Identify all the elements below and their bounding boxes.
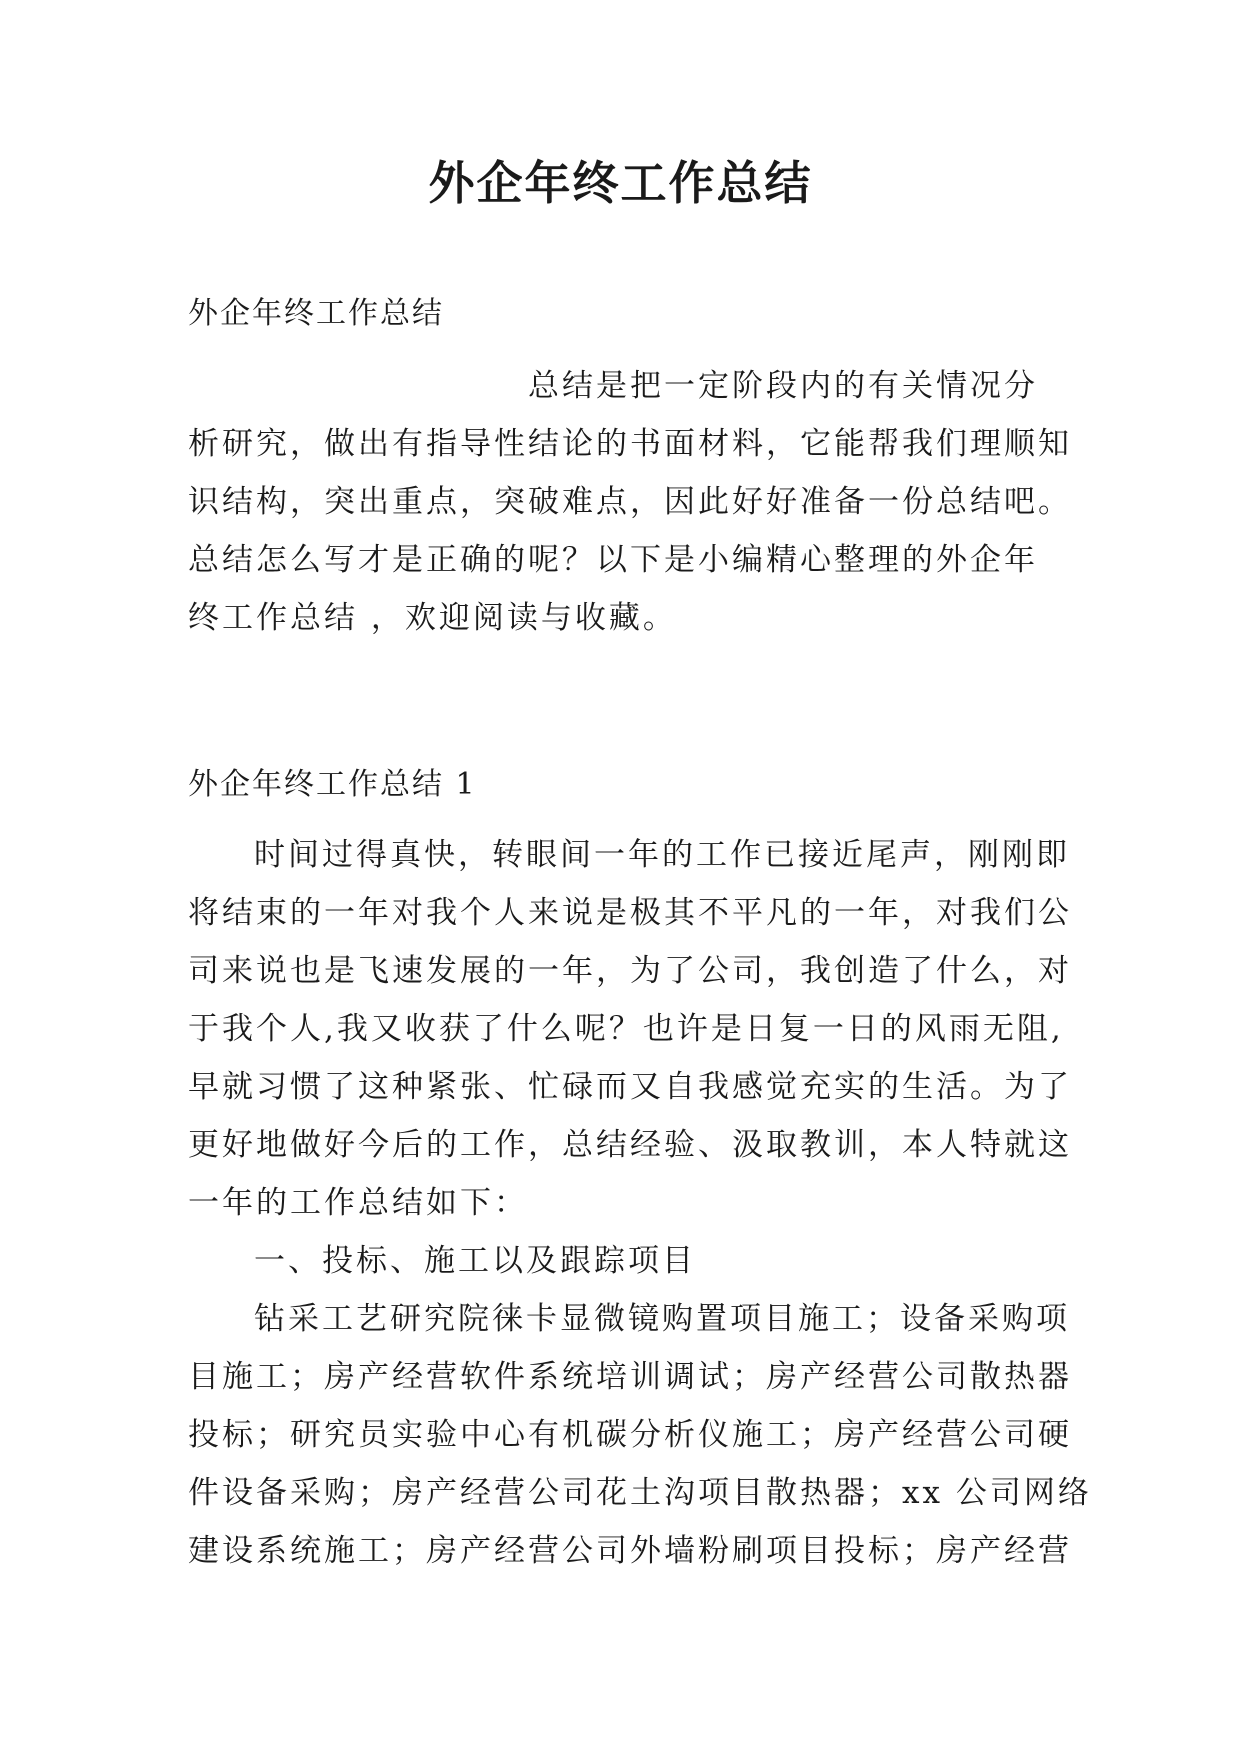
body-line: 时间过得真快，转眼间一年的工作已接近尾声，刚刚即 — [254, 837, 1070, 873]
body-line: 投标；研究员实验中心有机碳分析仪施工；房产经营公司硬 — [188, 1417, 1072, 1453]
body-paragraphs — [188, 826, 1092, 1580]
document-title: 外企年终工作总结 — [428, 156, 813, 210]
body-line: 件设备采购；房产经营公司花土沟项目散热器；xx 公司网络 — [188, 1475, 1092, 1511]
body-line: 将结束的一年对我个人来说是极其不平凡的一年，对我们公 — [188, 895, 1072, 931]
intro-line: 终工作总结 ，欢迎阅读与收藏。 — [188, 600, 677, 636]
body-line: 一年的工作总结如下： — [188, 1185, 528, 1221]
body-line: 早就习惯了这种紧张、忙碌而又自我感觉充实的生活。为了 — [188, 1069, 1072, 1105]
body-line: 建设系统施工；房产经营公司外墙粉刷项目投标；房产经营 — [188, 1533, 1072, 1569]
body-line: 一、投标、施工以及跟踪项目 — [254, 1243, 696, 1279]
body-line: 司来说也是飞速发展的一年，为了公司，我创造了什么，对 — [188, 953, 1072, 989]
body-line: 更好地做好今后的工作，总结经验、汲取教训，本人特就这 — [188, 1127, 1072, 1163]
body-line: 目施工；房产经营软件系统培训调试；房产经营公司散热器 — [188, 1359, 1072, 1395]
body-line: 钻采工艺研究院徕卡显微镜购置项目施工；设备采购项 — [254, 1301, 1070, 1337]
document-subtitle: 外企年终工作总结 — [188, 296, 444, 331]
intro-line: 总结是把一定阶段内的有关情况分 — [528, 368, 1038, 404]
intro-line: 析研究，做出有指导性结论的书面材料，它能帮我们理顺知 — [188, 426, 1072, 462]
section-heading: 外企年终工作总结 1 — [188, 767, 477, 802]
intro-paragraph — [188, 357, 1072, 647]
intro-line: 识结构，突出重点，突破难点，因此好好准备一份总结吧。 — [188, 484, 1072, 520]
intro-line: 总结怎么写才是正确的呢？以下是小编精心整理的外企年 — [188, 542, 1038, 578]
body-line: 于我个人,我又收获了什么呢？也许是日复一日的风雨无阻, — [188, 1011, 1064, 1047]
